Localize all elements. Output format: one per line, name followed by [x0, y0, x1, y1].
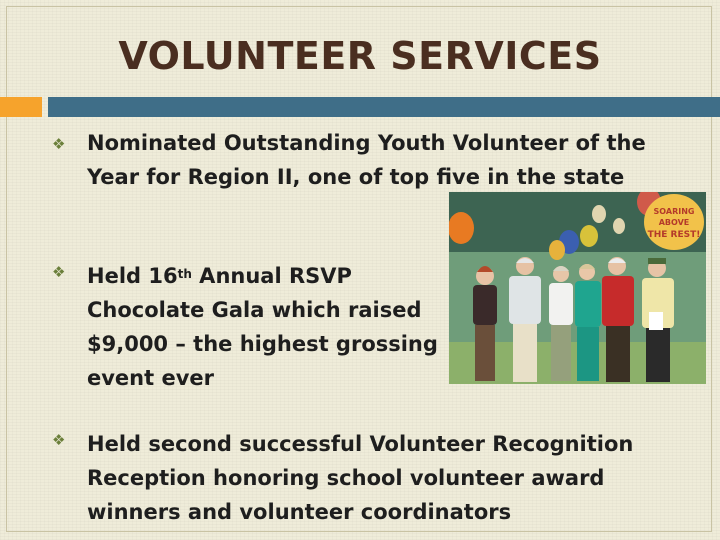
group-photo-illustration	[449, 192, 706, 384]
bullet-text-1: Nominated Outstanding Youth Volunteer of the Year for Region II, one of top five in the state	[87, 131, 646, 189]
bullet-text-3: Held second successful Volunteer Recognition Reception honoring school volunteer award winners and volunteer coordinators	[87, 432, 634, 524]
accent-bar-blue	[48, 97, 720, 117]
svg-text:ABOVE: ABOVE	[658, 218, 690, 227]
bullet-text-2: Held 16th Annual RSVP Chocolate Gala which raised $9,000 – the highest grossing event ever	[87, 264, 438, 390]
slide-title: VOLUNTEER SERVICES	[118, 34, 602, 78]
diamond-bullet-icon: ❖	[52, 135, 66, 153]
accent-bar-orange	[0, 97, 42, 117]
diamond-bullet-icon: ❖	[52, 263, 66, 281]
svg-text:SOARING: SOARING	[653, 207, 695, 216]
svg-text:THE REST!: THE REST!	[647, 230, 701, 240]
group-photo	[449, 192, 706, 384]
diamond-bullet-icon: ❖	[52, 431, 66, 449]
